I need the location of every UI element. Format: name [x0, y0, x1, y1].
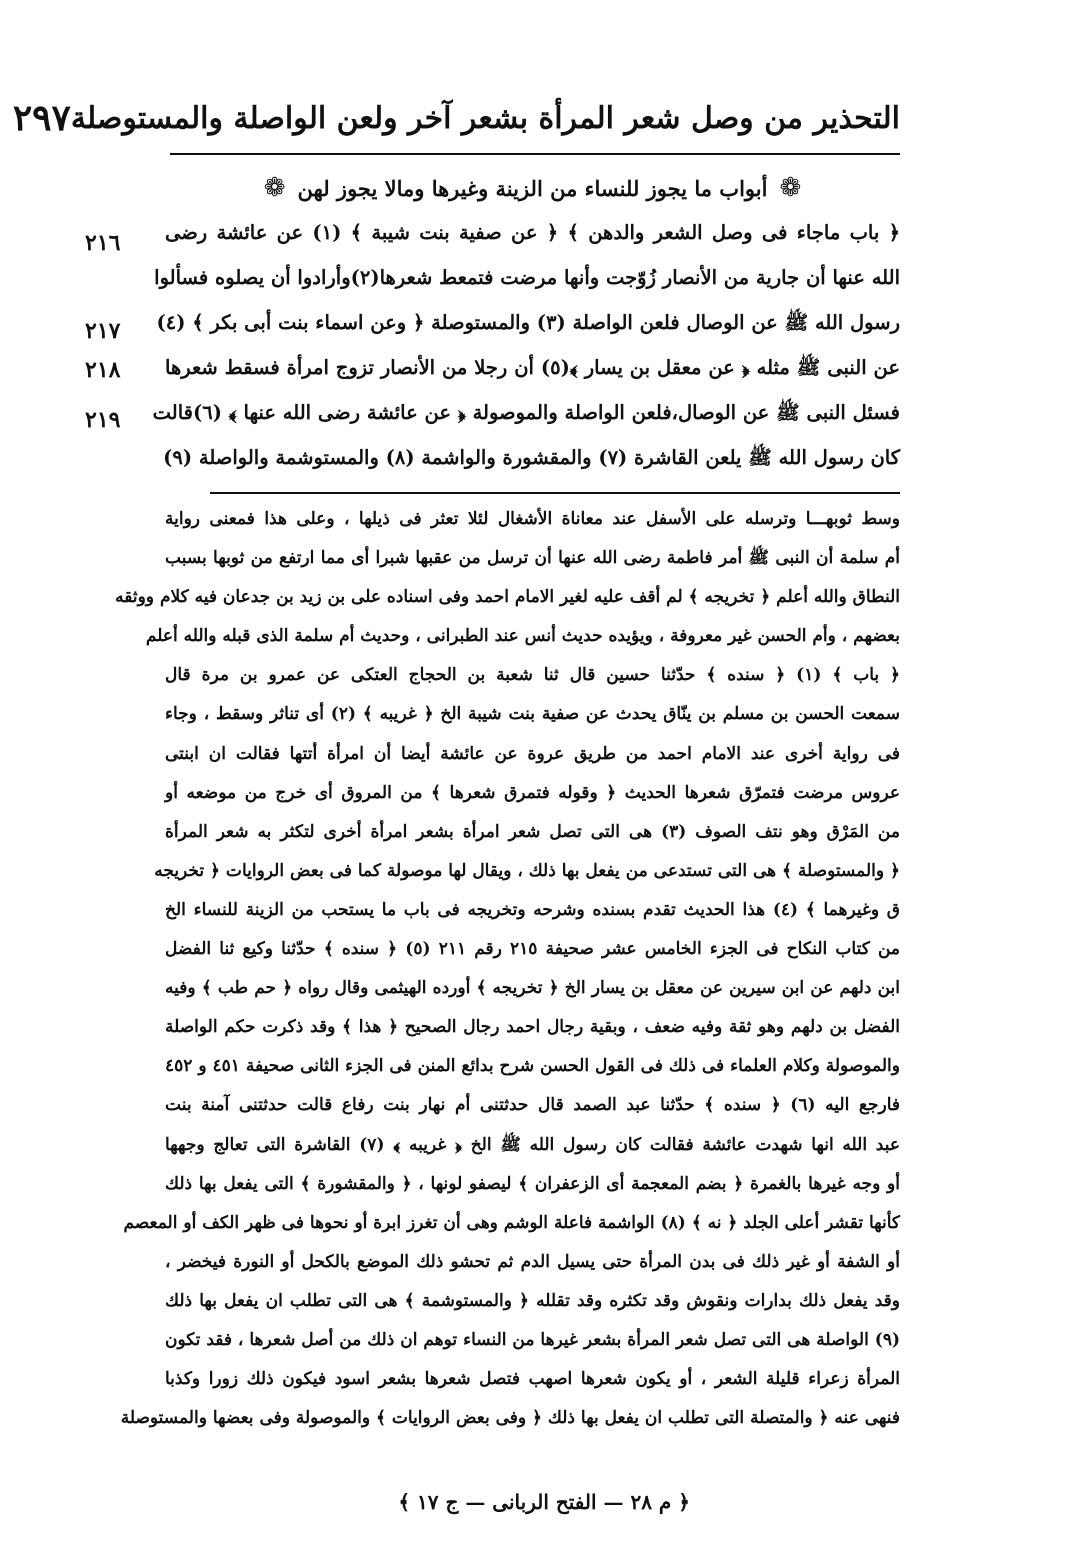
- commentary-line: النطاق والله أعلم ﴿ تخريجه ﴾ لم أقف عليه لغير الامام احمد وفى اسناده على بن زيد بن جدعان فيه كلام ووثقه: [115, 587, 900, 608]
- commentary-line: كأنها تقشر أعلى الجلد ﴿ نه ﴾ (٨) الواشمة فاعلة الوشم وهى أن تغرز ابرة أو نحوها فى ظهر الكف أو المعصم: [123, 1212, 900, 1233]
- hadith-number: ٢١٨: [85, 357, 121, 383]
- commentary-line: سمعت الحسن بن مسلم بن ينّاق يحدث عن صفية بنت شيبة الخ ﴿ غريبه ﴾ (٢) أى تناثر وسقط ، وجاء: [165, 704, 900, 725]
- ornament-icon: ❁: [779, 173, 802, 203]
- commentary-line: المرأة زعراء قليلة الشعر ، أو يكون شعرها اصهب فتصل شعرها بشعر اسود فيكون ذلك زورا وكذبا: [165, 1369, 900, 1390]
- hadith-line: فسئل النبى ﷺ عن الوصال،فلعن الواصلة والموصولة ﴿ عن عائشة رضى الله عنها ﴾ (٦)قالت: [152, 401, 900, 424]
- commentary-line: ابن دلهم عن ابن سيرين عن معقل بن يسار الخ ﴿ تخريجه ﴾ أورده الهيثمى وقال رواه ﴿ حم طب ﴾ وفيه: [165, 978, 900, 999]
- commentary-line: أم سلمة أن النبى ﷺ أمر فاطمة رضى الله عنها أن ترسل من عقبها شبرا أى مما ارتفع من ثوبها بسبب: [165, 548, 900, 569]
- hadith-line: كان رسول الله ﷺ يلعن القاشرة (٧) والمقشورة والواشمة (٨) والمستوشمة والواصلة (٩): [163, 446, 900, 469]
- commentary-line: عروس مرضت فتمرّق شعرها الحديث ﴿ وقوله فتمرق شعرها ﴾ من المروق أى خرج من موضعه أو: [165, 782, 900, 803]
- commentary-line: فنهى عنه ﴿ والمتصلة التى تطلب ان يفعل بها ذلك ﴿ وفى بعض الروايات ﴾ والموصولة وفى بعضها والمستوصلة: [120, 1408, 900, 1429]
- hadith-number: ٢١٩: [85, 407, 121, 433]
- commentary-line: وقد يفعل ذلك بدارات ونقوش وقد تكثره وقد تقلله ﴿ والمستوشمة ﴾ هى التى تطلب ان يفعل بها ذلك: [165, 1290, 900, 1311]
- commentary-line: وسط ثوبهـــا وترسله على الأسفل عند معاناة الأشغال لئلا تعثر فى ذيلها ، وعلى هذا فمعنى رواية: [165, 509, 900, 529]
- commentary-line: والموصولة وكلام العلماء فى ذلك فى القول الحسن شرح بدائع المنن فى الجزء الثانى صحيفة ٤٥١ و ٤٥٢: [165, 1056, 900, 1077]
- hadith-number: ٢١٦: [85, 230, 121, 256]
- hadith-number: ٢١٧: [85, 318, 121, 344]
- commentary-line: الفضل بن دلهم وهو ثقة وفيه ضعف ، وبقية رجال احمد رجال الصحيح ﴿ هذا ﴾ وقد ذكرت حكم الواصلة: [165, 1017, 900, 1038]
- commentary-line: ﴿ باب ﴾ (١) ﴿ سنده ﴾ حدّثنا حسين قال ثنا شعبة بن الحجاج العتكى عن عمرو بن مرة قال: [165, 665, 900, 686]
- page-header: [12, 88, 900, 148]
- header-rule: [170, 153, 900, 155]
- commentary-line: من كتاب النكاح فى الجزء الخامس عشر صحيفة ٢١٥ رقم ٢١١ (٥) ﴿ سنده ﴾ حدّثنا وكيع ثنا الفضل: [165, 939, 900, 960]
- chapter-heading: [200, 168, 865, 208]
- chapter-title: أبواب ما يجوز للنساء من الزينة وغيرها ومالا يجوز لهن: [297, 175, 768, 201]
- page-number: ٢٩٧: [12, 97, 71, 139]
- commentary-line: من المَرْق وهو نتف الصوف (٣) هى التى تصل شعر امرأة بشعر امرأة أخرى لتكثر به شعر المرأة: [165, 821, 900, 842]
- commentary-line: عبد الله انها شهدت عائشة فقالت كان رسول الله ﷺ الخ ﴿ غريبه ﴾ (٧) القاشرة التى تعالج وجهها: [165, 1134, 901, 1155]
- commentary-line: بعضهم ، وأم الحسن غير معروفة ، ويؤيده حديث أنس عند الطبرانى ، وحديث أم سلمة الذى قبله والله أعلم: [145, 626, 900, 647]
- running-title: التحذير من وصل شعر المرأة بشعر آخر ولعن الواصلة والمستوصلة: [70, 100, 900, 136]
- commentary-line: فى رواية أخرى عند الامام احمد من طريق عروة عن عائشة أيضا أن امرأة أتتها فقالت ان ابنتى: [165, 743, 900, 764]
- hadith-line: الله عنها أن جارية من الأنصار زُوّجت وأنها مرضت فتمعط شعرها(٢)وأرادوا أن يصلوه فسألوا: [154, 266, 900, 289]
- page-footer: ﴿ م ٢٨ — الفتح الربانى — ج ١٧ ﴾: [398, 1490, 690, 1514]
- commentary-line: ﴿ والمستوصلة ﴾ هى التى تستدعى من يفعل بها ذلك ، ويقال لها موصولة كما فى بعض الروايات ﴿ تخريجه: [154, 860, 900, 881]
- hadith-line: رسول الله ﷺ عن الوصال فلعن الواصلة (٣) والمستوصلة ﴿ وعن اسماء بنت أبى بكر ﴾ (٤): [156, 311, 900, 334]
- commentary-text: [115, 500, 901, 1438]
- hadith-text: [152, 210, 901, 480]
- commentary-line: أو وجه غيرها بالغمرة ﴿ بضم المعجمة أى الزعفران ﴾ ليصفو لونها ، ﴿ والمقشورة ﴾ التى يفعل بها ذلك: [165, 1173, 900, 1194]
- commentary-line: أو الشفة أو غير ذلك فى بدن المرأة حتى يسيل الدم ثم تحشو ذلك الموضع بالكحل أو النورة فيخضر ،: [165, 1251, 900, 1272]
- commentary-line: (٩) الواصلة هى التى تصل شعر المرأة بشعر غيرها من النساء توهم ان ذلك من أصل شعرها ، فقد تكون: [165, 1329, 900, 1350]
- hadith-line: عن النبى ﷺ مثله ﴿ عن معقل بن يسار ﴾(٥) أن رجلا من الأنصار تزوج امرأة فسقط شعرها: [165, 356, 900, 379]
- hadith-line: ﴿ باب ماجاء فى وصل الشعر والدهن ﴾ ﴿ عن صفية بنت شيبة ﴾ (١) عن عائشة رضى: [165, 221, 901, 244]
- commentary-line: فارجع اليه (٦) ﴿ سنده ﴾ حدّثنا عبد الصمد قال حدثتنى أم نهار بنت رفاع قالت حدثتنى آمنة بنت: [165, 1095, 901, 1116]
- ornament-icon: ❁: [263, 173, 286, 203]
- commentary-line: ق وغيرهما ﴾ (٤) هذا الحديث تقدم بسنده وشرحه وتخريجه فى باب ما يستحب من الزينة للنساء الخ: [165, 899, 900, 920]
- section-divider: [210, 492, 900, 494]
